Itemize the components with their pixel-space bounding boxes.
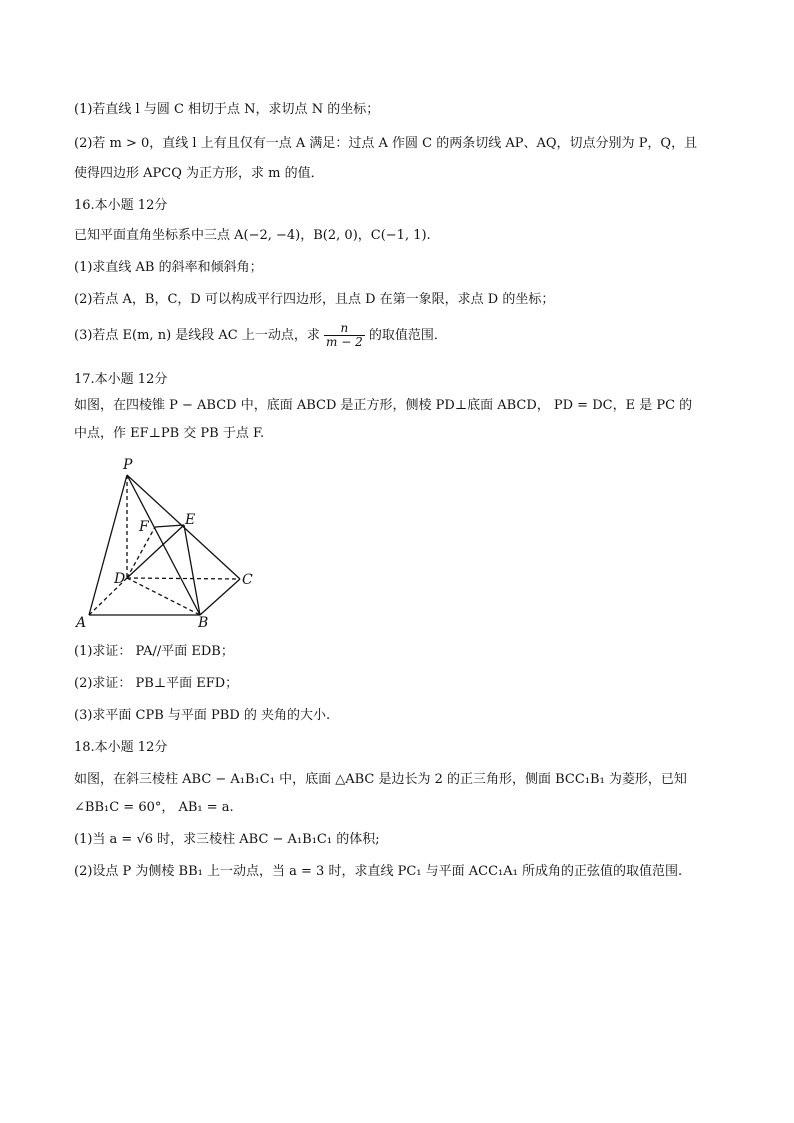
label-E: E xyxy=(185,512,196,528)
segment-DE xyxy=(127,525,184,578)
label-C: C xyxy=(242,572,253,588)
q18-stem: 如图，在斜三棱柱 ABC − A₁B₁C₁ 中，底面 △ABC 是边长为 2 的正三角形，侧面 BCC₁B₁ 为菱形，已知 xyxy=(74,772,687,787)
q18-part1: (1)当 a = √6 时，求三棱柱 ABC − A₁B₁C₁ 的体积; xyxy=(74,832,380,847)
segment-EB xyxy=(184,525,200,615)
segment-FE xyxy=(155,525,184,527)
q15-part1: (1)若直线 l 与圆 C 相切于点 N，求切点 N 的坐标； xyxy=(74,102,380,117)
q17-part2: (2)求证： PB⊥平面 EFD； xyxy=(74,676,239,691)
segment-DB xyxy=(127,578,200,615)
label-P: P xyxy=(123,457,133,473)
edge-DC xyxy=(127,578,240,579)
q18-part2: (2)设点 P 为侧棱 BB₁ 上一动点，当 a = 3 时，求直线 PC₁ 与平面 ACC₁A₁ 所成角的正弦值的取值范围. xyxy=(74,864,683,879)
fraction-numerator: n xyxy=(340,321,349,335)
q16-part1: (1)求直线 AB 的斜率和倾斜角； xyxy=(74,260,263,275)
q16-part3-post: 的取值范围． xyxy=(368,328,447,343)
fraction xyxy=(324,322,365,349)
label-A: A xyxy=(76,615,87,631)
fraction-denominator: m − 2 xyxy=(326,335,363,349)
pyramid-figure xyxy=(70,450,270,635)
q17-part1: (1)求证： PA//平面 EDB； xyxy=(74,644,234,659)
q17-heading: 17.本小题 12分 xyxy=(74,372,168,387)
label-B: B xyxy=(198,615,209,631)
q16-stem: 已知平面直角坐标系中三点 A(−2, −4)，B(2, 0)，C(−1, 1). xyxy=(74,228,431,243)
q18-stem-cont: ∠BB₁C = 60°， AB₁ = a. xyxy=(74,800,234,815)
q16-part3-pre: (3)若点 E(m, n) 是线段 AC 上一动点，求 xyxy=(74,328,320,343)
q16-heading: 16.本小题 12分 xyxy=(74,198,168,213)
q17-stem-cont: 中点，作 EF⊥PB 交 PB 于点 F. xyxy=(74,426,265,441)
q17-stem: 如图，在四棱锥 P − ABCD 中，底面 ABCD 是正方形，侧棱 PD⊥底面 ABCD， PD = DC，E 是 PC 的 xyxy=(74,398,693,413)
edge-PA xyxy=(89,475,127,615)
label-D: D xyxy=(114,571,126,587)
q16-part2: (2)若点 A，B，C，D 可以构成平行四边形，且点 D 在第一象限，求点 D 的坐标； xyxy=(74,292,555,307)
edge-PB xyxy=(127,475,200,615)
q16-part3 xyxy=(74,322,447,349)
q17-part3: (3)求平面 CPB 与平面 PBD 的 夹角的大小. xyxy=(74,708,331,723)
q18-heading: 18.本小题 12分 xyxy=(74,740,168,755)
q15-part2-cont: 使得四边形 APCQ 为正方形，求 m 的值． xyxy=(74,166,324,181)
q15-part2: (2)若 m > 0，直线 l 上有且仅有一点 A 满足：过点 A 作圆 C 的两条切线 AP、AQ，切点分别为 P，Q，且 xyxy=(74,136,698,151)
label-F: F xyxy=(139,519,149,535)
edge-BC xyxy=(200,579,240,615)
